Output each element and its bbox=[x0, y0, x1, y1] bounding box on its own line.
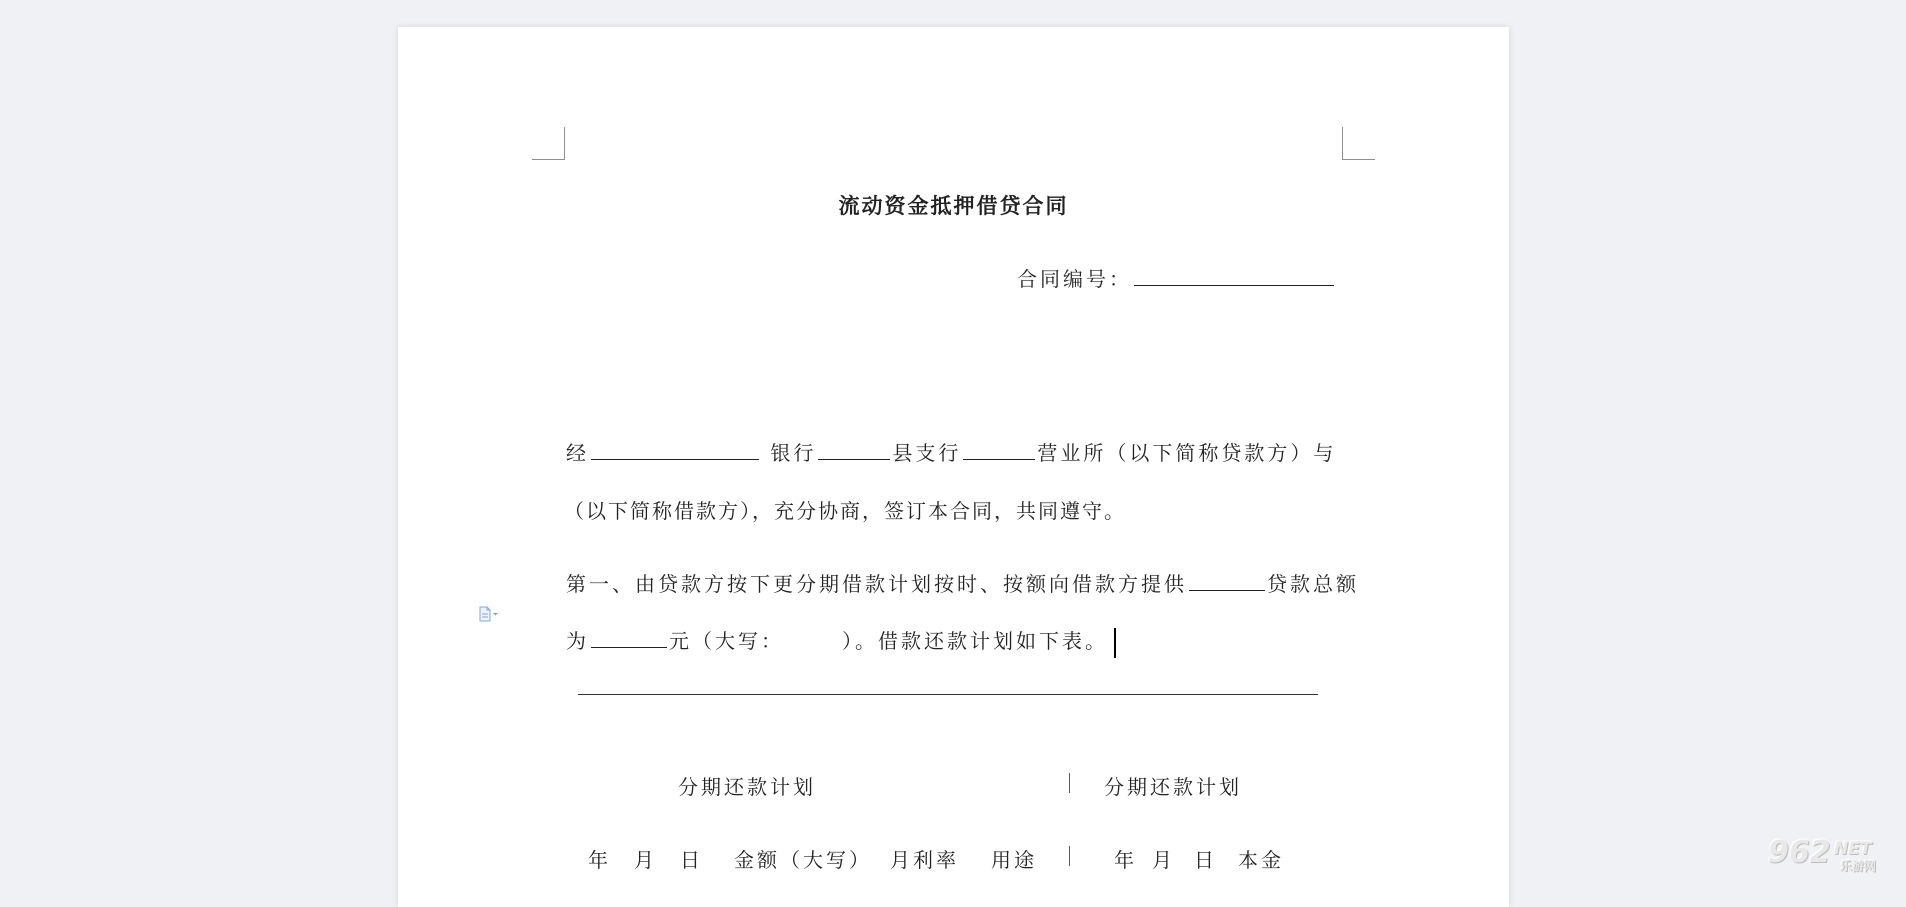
para2-text-c2: ）。借款还款计划如下表。 bbox=[842, 629, 1108, 653]
left-table-heading: 分期还款计划 bbox=[678, 775, 816, 799]
right-col-principal: 本金 bbox=[1238, 848, 1284, 872]
para1-text-d: 营业所（以下简称贷款方）与 bbox=[1037, 441, 1337, 465]
crop-mark-top-right bbox=[1342, 127, 1375, 160]
left-col-month: 月 bbox=[634, 848, 657, 872]
county-branch-blank[interactable] bbox=[818, 439, 890, 460]
right-table-heading: 分期还款计划 bbox=[1104, 775, 1242, 799]
right-col-day: 日 bbox=[1194, 848, 1217, 872]
left-col-purpose: 用途 bbox=[991, 848, 1037, 872]
table-top-rule bbox=[578, 694, 1318, 695]
para2-text-b: 贷款总额 bbox=[1267, 572, 1359, 596]
contract-number-blank[interactable] bbox=[1134, 265, 1334, 286]
document-title: 流动资金抵押借贷合同 bbox=[838, 194, 1069, 218]
left-col-year: 年 bbox=[588, 848, 611, 872]
right-col-month: 月 bbox=[1152, 848, 1175, 872]
para1-text-c: 县支行 bbox=[892, 441, 962, 465]
para2-line1 bbox=[566, 568, 1359, 597]
document-page[interactable] bbox=[398, 27, 1509, 907]
para1-line2: （以下简称借款方），充分协商，签订本合同，共同遵守。 bbox=[564, 499, 1126, 523]
para2-line2 bbox=[566, 625, 1116, 658]
para2-text-a: 第一、由贷款方按下更分期借款计划按时、按额向借款方提供 bbox=[566, 572, 1187, 596]
crop-mark-top-left bbox=[532, 127, 565, 160]
office-blank[interactable] bbox=[963, 439, 1035, 460]
contract-number-label: 合同编号： bbox=[1017, 267, 1132, 291]
loan-provide-blank[interactable] bbox=[1189, 570, 1265, 591]
amount-blank[interactable] bbox=[591, 627, 667, 648]
right-col-year: 年 bbox=[1114, 848, 1137, 872]
contract-number-line bbox=[1017, 263, 1336, 292]
para2-text-a2: 为 bbox=[566, 629, 589, 653]
document-paragraph-icon[interactable] bbox=[478, 605, 500, 623]
column-separator bbox=[1069, 846, 1070, 866]
left-col-rate: 月利率 bbox=[890, 848, 959, 872]
para1-text-a: 经 bbox=[566, 441, 589, 465]
column-separator bbox=[1069, 773, 1070, 793]
para1-text-b: 银行 bbox=[770, 441, 817, 465]
para2-text-b2: 元（大写： bbox=[669, 629, 784, 653]
site-watermark bbox=[1768, 837, 1898, 875]
watermark-brand: 962 bbox=[1768, 835, 1831, 870]
watermark-suffix: NET bbox=[1834, 839, 1872, 859]
text-cursor bbox=[1114, 628, 1116, 658]
watermark-sub: 乐游网 bbox=[1840, 859, 1877, 873]
left-col-day: 日 bbox=[680, 848, 703, 872]
para1-line1 bbox=[566, 437, 1336, 466]
left-col-amount: 金额（大写） bbox=[734, 848, 872, 872]
bank-name-blank[interactable] bbox=[591, 439, 759, 460]
